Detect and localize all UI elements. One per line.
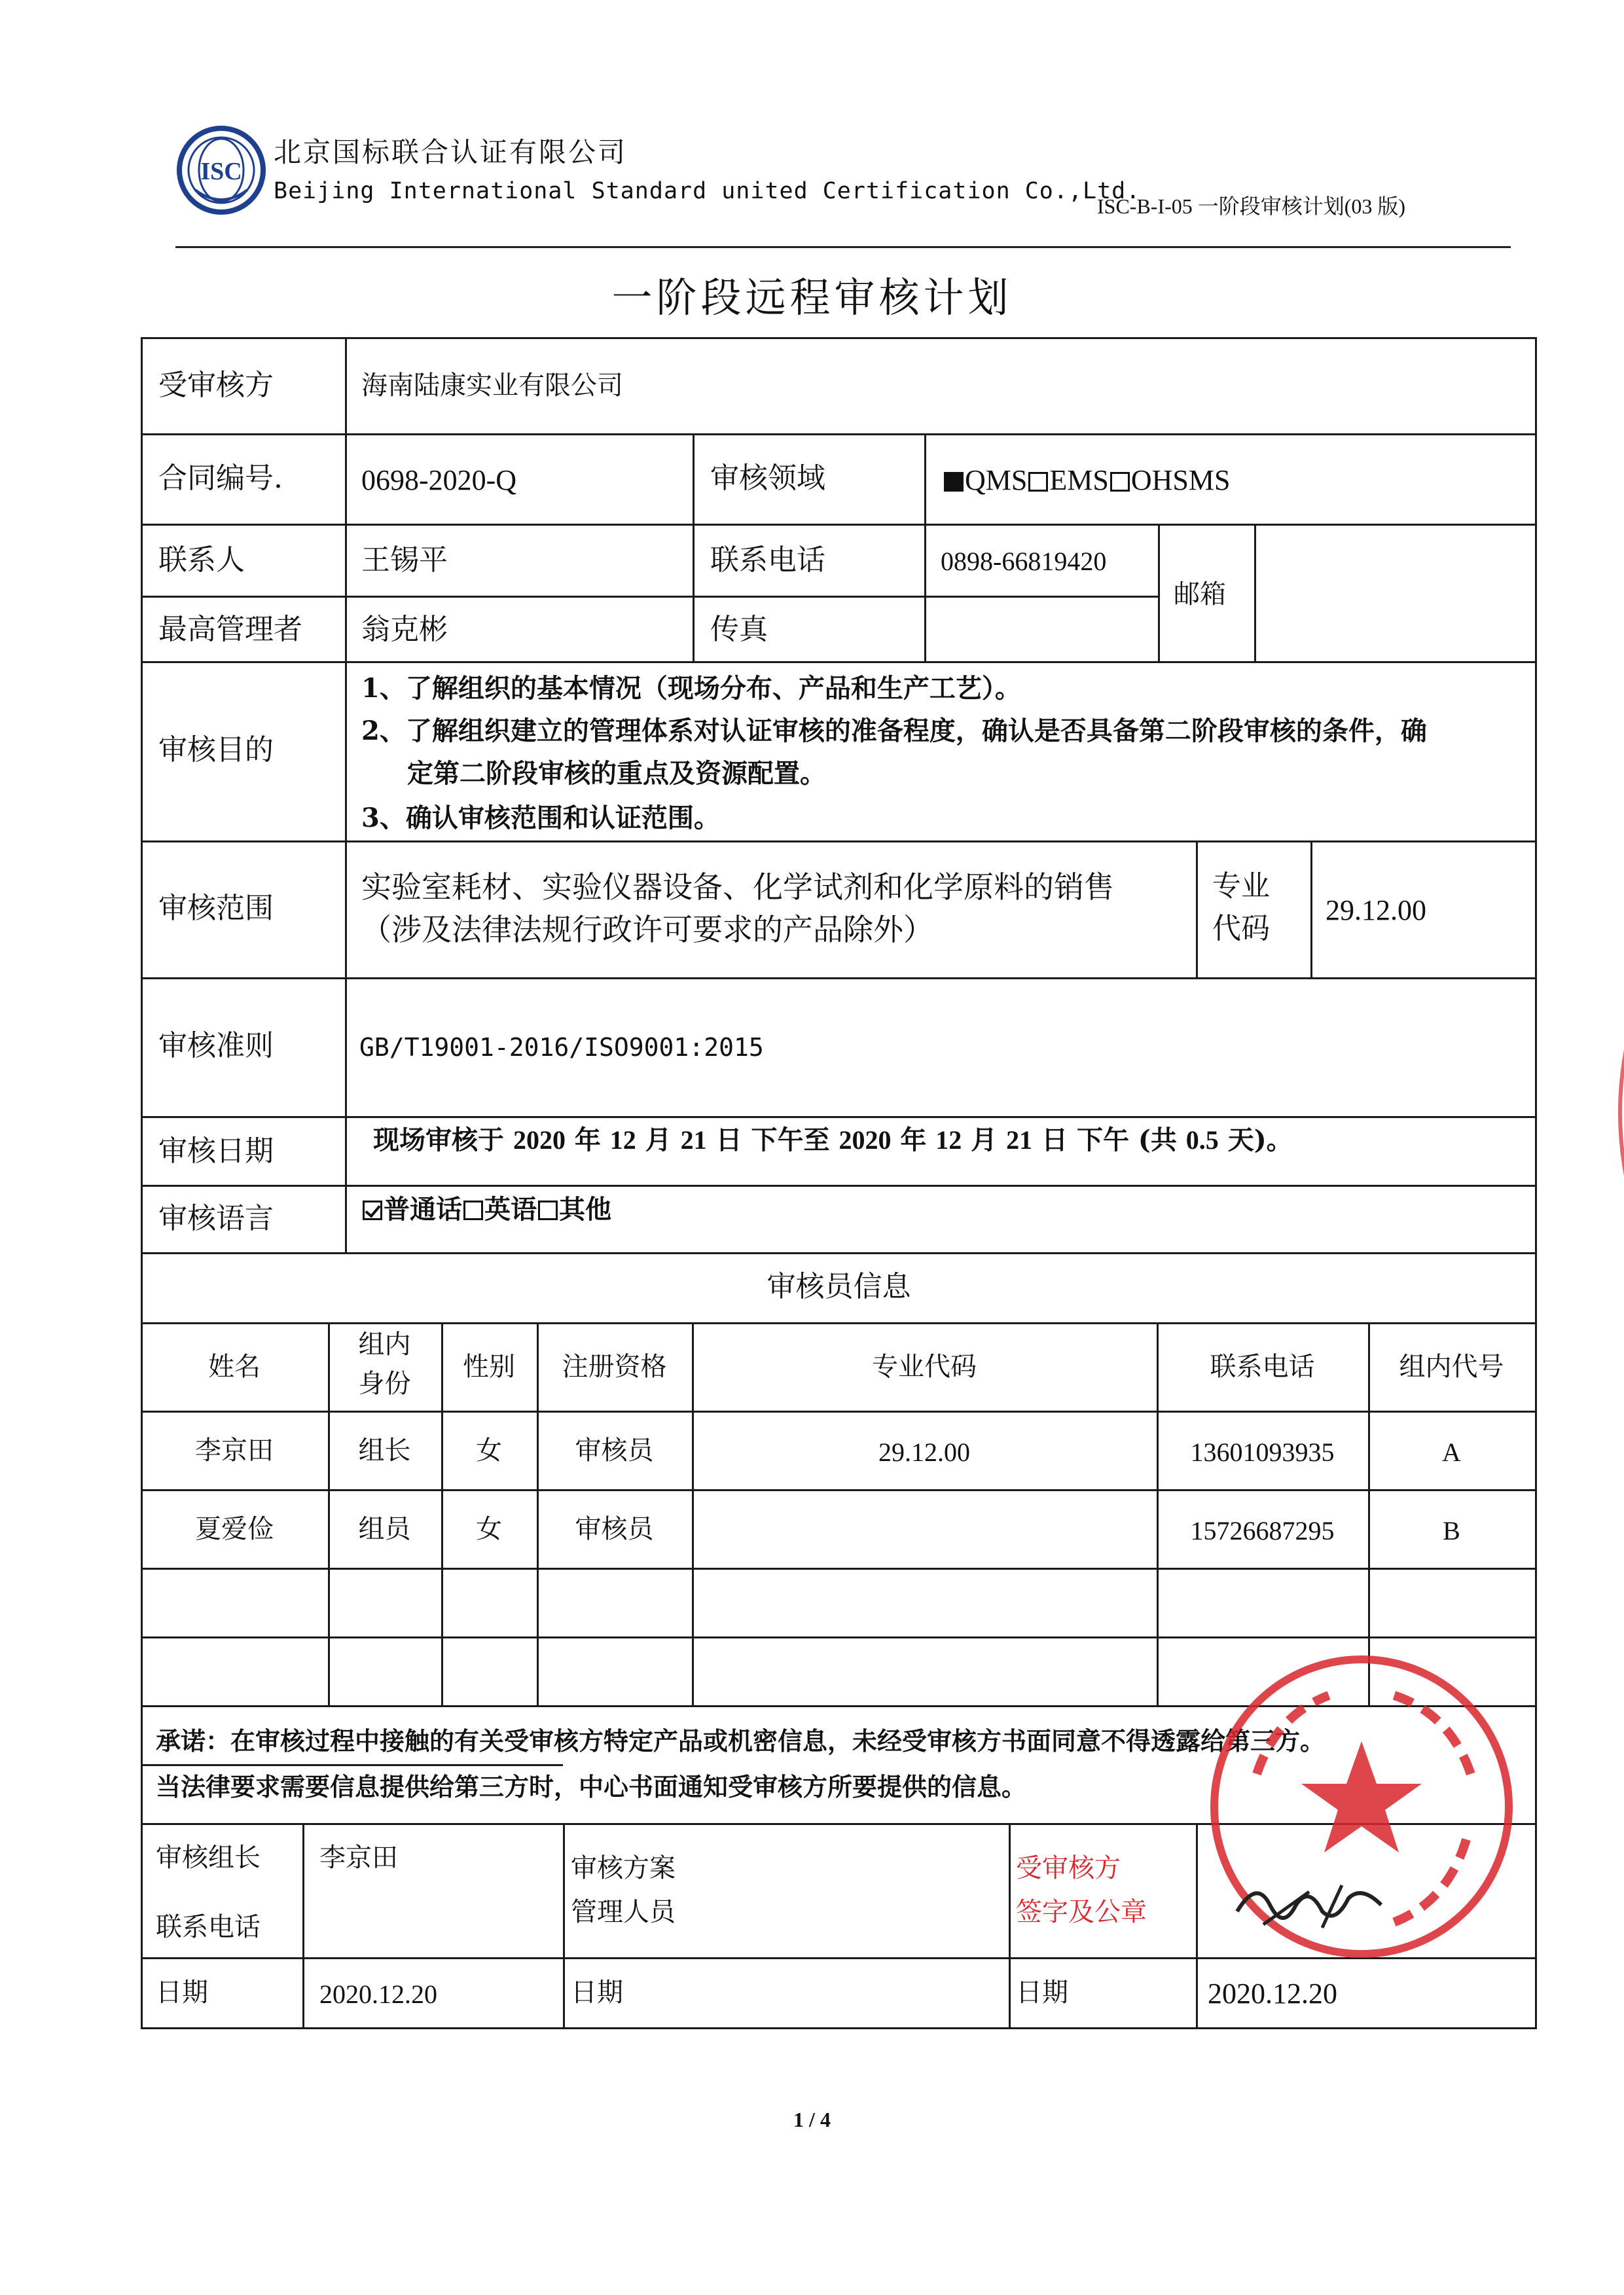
header-phone: 联系电话 [1210,1352,1315,1382]
auditee-label: 受审核方 [158,369,274,402]
company-logo-icon [175,124,267,216]
english-label: 英语 [484,1194,537,1225]
date-part: 2020 [839,1125,892,1155]
header-gender: 性别 [463,1352,515,1382]
auditor-phone: 15726687295 [1190,1516,1335,1545]
date-part: 0.5 [1185,1125,1219,1155]
date-part: 年 [565,1125,610,1155]
scope-code: 29.12.00 [1326,894,1426,926]
audit-field-label: 审核领域 [710,461,825,495]
auditor-qualification: 审核员 [575,1436,654,1466]
date-part: 12 [609,1125,636,1155]
mandarin-checkbox[interactable] [363,1201,382,1220]
leader-date: 2020.12.20 [319,1979,437,2009]
top-manager-name: 翁克彬 [361,613,448,646]
document-title: 一阶段远程审核计划 [611,274,1013,321]
header-code: 专业代码 [872,1352,977,1382]
program-manager-label-1: 审核方案 [571,1853,676,1883]
auditor-gender: 女 [476,1436,502,1466]
program-date-label: 日期 [571,1978,623,2008]
audit-language-options [361,1194,611,1225]
date-part: 21 [1006,1125,1033,1155]
mandarin-label: 普通话 [384,1194,462,1225]
auditor-name: 夏爱俭 [195,1514,274,1544]
auditor-info-title: 审核员信息 [767,1270,911,1303]
auditor-role: 组员 [358,1514,411,1544]
logo-text: ISC [200,158,242,185]
audit-date-label: 审核日期 [158,1134,274,1168]
qms-checkbox[interactable] [944,472,964,492]
signature-icon [1231,1866,1388,1944]
contact-phone: 0898-66819420 [941,547,1107,576]
auditor-phone: 13601093935 [1190,1437,1335,1467]
header-role-line-2: 身份 [358,1369,411,1399]
auditee-sign-label-1: 受审核方 [1016,1853,1121,1883]
date-part: 12 [935,1125,962,1155]
commitment-line-1: 承诺：在审核过程中接触的有关受审核方特定产品或机密信息，未经受审核方书面同意不得透露给第三方。 [156,1726,1326,1756]
purpose-line-4: 3、确认审核范围和认证范围。 [361,803,720,833]
auditor-code: 29.12.00 [878,1437,970,1467]
audit-date-text [373,1125,1293,1156]
header-group-id: 组内代号 [1399,1352,1504,1382]
top-manager-label: 最高管理者 [158,613,302,646]
team-leader-name: 李京田 [319,1843,398,1873]
criteria-value: GB/T19001-2016/ISO9001:2015 [359,1033,764,1062]
scope-label: 审核范围 [158,892,274,925]
contact-name: 王锡平 [361,543,448,577]
purpose-label: 审核目的 [158,733,274,767]
qms-label: QMS [965,464,1028,496]
audit-language-label: 审核语言 [158,1202,274,1235]
scope-line-2: （涉及法律法规行政许可要求的产品除外） [361,912,933,947]
contact-label: 联系人 [158,543,245,577]
form-code: ISC-B-I-05 一阶段审核计划(03 版) [1097,194,1406,218]
date-part: 年 [891,1125,936,1155]
auditee-sign-label-2: 签字及公章 [1016,1897,1147,1927]
email-label: 邮箱 [1174,579,1226,609]
date-part: 现场审核于 [373,1125,513,1155]
scope-line-1: 实验室耗材、实验仪器设备、化学试剂和化学原料的销售 [361,869,1114,905]
date-part: 2020 [513,1125,566,1155]
auditor-group-id: B [1443,1516,1460,1545]
purpose-line-3: 定第二阶段审核的重点及资源配置。 [407,758,826,789]
team-leader-label: 审核组长 [156,1843,261,1873]
ems-label: EMS [1049,464,1109,496]
auditor-qualification: 审核员 [575,1514,654,1544]
header-qualification: 注册资格 [562,1352,667,1382]
page-stamp-icon [1597,982,1624,1244]
header-name: 姓名 [208,1352,261,1382]
scope-code-label-2: 代码 [1212,912,1270,945]
scope-code-label-1: 专业 [1212,869,1270,903]
company-name-en: Beijing International Standard united Certification Co.,Ltd. [274,178,1141,204]
ohsms-checkbox[interactable] [1110,472,1130,492]
ems-checkbox[interactable] [1028,472,1048,492]
header-divider [175,246,1511,248]
date-part: 天)。 [1218,1125,1293,1155]
criteria-label: 审核准则 [158,1029,274,1062]
date-part: 月 [636,1125,681,1155]
ohsms-label: OHSMS [1130,464,1231,496]
commitment-line-2: 当法律要求需要信息提供给第三方时，中心书面通知受审核方所要提供的信息。 [156,1772,1027,1801]
contract-number: 0698-2020-Q [361,464,517,496]
leader-date-label: 日期 [156,1978,208,2008]
auditor-gender: 女 [476,1514,502,1544]
purpose-line-2: 2、了解组织建立的管理体系对认证审核的准备程度，确认是否具备第二阶段审核的条件，确 [361,715,1427,746]
other-language-label: 其他 [559,1194,611,1225]
program-manager-label-2: 管理人员 [571,1897,676,1927]
purpose-line-1: 1、了解组织的基本情况（现场分布、产品和生产工艺）。 [361,673,1021,704]
page-number: 1 / 4 [793,2108,831,2131]
auditor-role: 组长 [358,1436,411,1466]
header-role-line-1: 组内 [358,1329,411,1360]
auditor-group-id: A [1442,1437,1461,1467]
date-part: 21 [680,1125,707,1155]
english-checkbox[interactable] [463,1201,483,1220]
audit-field-options [943,463,1230,498]
auditee-name: 海南陆康实业有限公司 [361,370,623,401]
company-name-cn: 北京国标联合认证有限公司 [274,136,628,168]
auditee-date: 2020.12.20 [1208,1978,1337,2010]
contact-phone-label: 联系电话 [710,543,825,577]
contract-label: 合同编号. [158,461,283,495]
other-language-checkbox[interactable] [538,1201,558,1220]
leader-phone-label: 联系电话 [156,1912,261,1942]
auditor-name: 李京田 [195,1436,274,1466]
date-part: 月 [962,1125,1007,1155]
date-part: 日 下午至 [706,1125,839,1155]
auditee-date-label: 日期 [1016,1978,1068,2008]
date-part: 日 下午 (共 [1032,1125,1186,1155]
fax-label: 传真 [710,613,768,646]
